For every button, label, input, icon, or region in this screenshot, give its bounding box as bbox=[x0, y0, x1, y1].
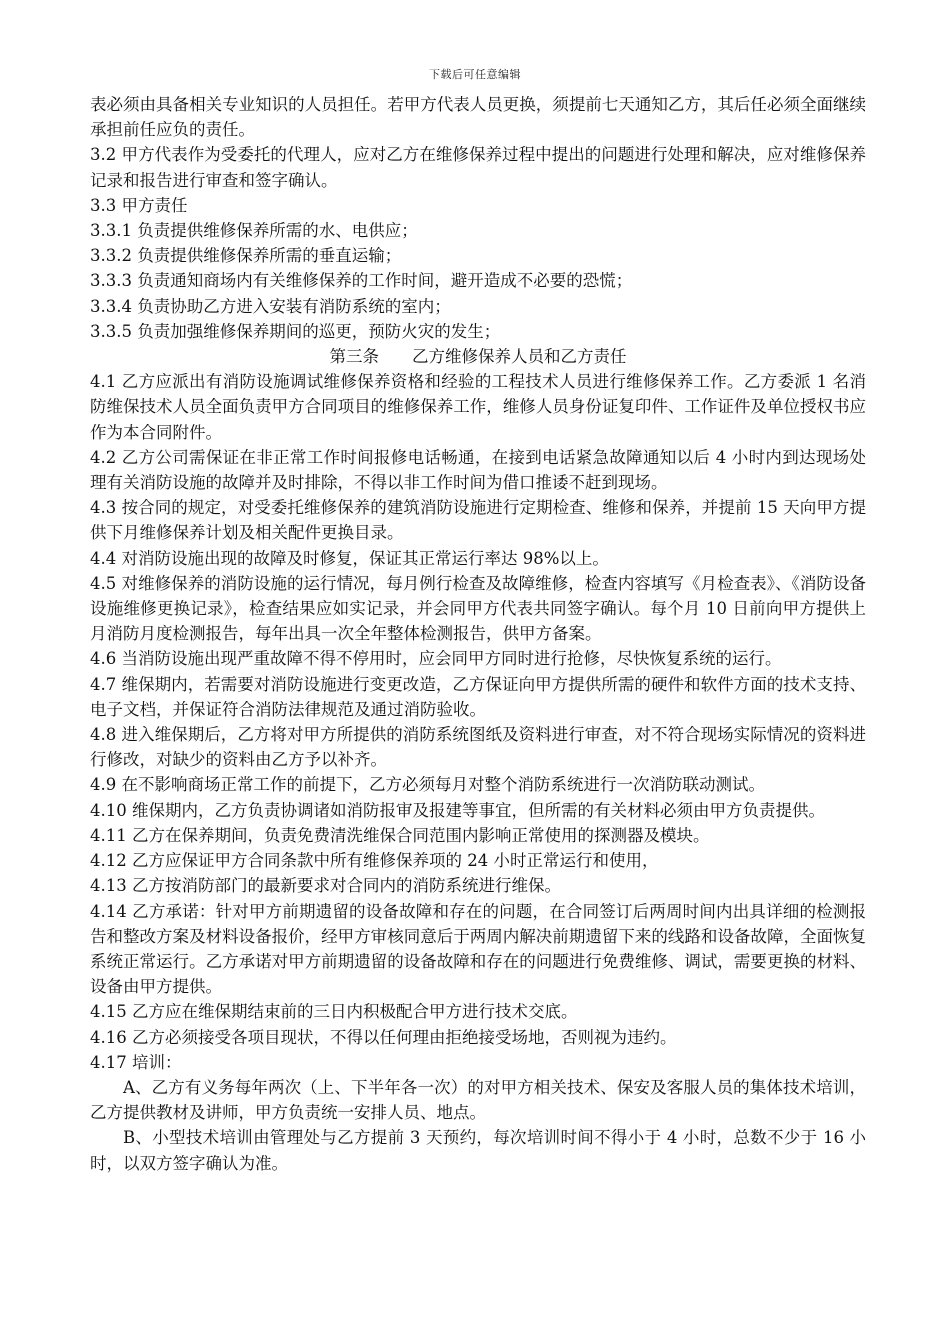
paragraph: 4.14 乙方承诺：针对甲方前期遗留的设备故障和存在的问题，在合同签订后两周时间内出具详细的检测报告和整改方案及材料设备报价，经甲方审核同意后于两周内解决前期遗留下来的线路和设备故障，全面恢复系统正常运行。乙方承诺对甲方前期遗留的设备故障和存在的问题进行免费维修、调试，需要更换的材料、设备由甲方提供。 bbox=[90, 901, 866, 997]
paragraph: 3.3.5 负责加强维修保养期间的巡更，预防火灾的发生； bbox=[90, 321, 501, 341]
paragraph: 4.5 对维修保养的消防设施的运行情况，每月例行检查及故障维修，检查内容填写《月检查表》、《消防设备设施维修更换记录》，检查结果应如实记录，并会同甲方代表共同签字确认。每个月 10 日前向甲方提供上月消防月度检测报告，每年出具一次全年整体检测报告，供甲方备案。 bbox=[90, 573, 866, 644]
paragraph: 4.4 对消防设施出现的故障及时修复，保证其正常运行率达 98%以上。 bbox=[90, 548, 609, 568]
paragraph: 4.3 按合同的规定，对受委托维修保养的建筑消防设施进行定期检查、维修和保养，并提前 15 天向甲方提供下月维修保养计划及相关配件更换目录。 bbox=[90, 498, 866, 543]
document-body bbox=[90, 92, 866, 1176]
paragraph: 4.9 在不影响商场正常工作的前提下，乙方必须每月对整个消防系统进行一次消防联动测试。 bbox=[90, 775, 765, 795]
paragraph: 4.12 乙方应保证甲方合同条款中所有维修保养项的 24 小时正常运行和使用， bbox=[90, 851, 659, 871]
paragraph: 4.15 乙方应在维保期结束前的三日内积极配合甲方进行技术交底。 bbox=[90, 1002, 578, 1022]
paragraph: 4.16 乙方必须接受各项目现状，不得以任何理由拒绝接受场地，否则视为违约。 bbox=[90, 1027, 677, 1047]
paragraph: 3.3.3 负责通知商场内有关维修保养的工作时间，避开造成不必要的恐慌； bbox=[90, 271, 633, 291]
paragraph: 4.1 乙方应派出有消防设施调试维修保养资格和经验的工程技术人员进行维修保养工作。乙方委派 1 名消防维保技术人员全面负责甲方合同项目的维修保养工作，维修人员身份证复印件、工作证件及单位授权书应作为本合同附件。 bbox=[90, 372, 866, 442]
paragraph: 4.7 维保期内，若需要对消防设施进行变更改造，乙方保证向甲方提供所需的硬件和软件方面的技术支持、电子文档，并保证符合消防法律规范及通过消防验收。 bbox=[90, 674, 866, 719]
page-header: 下载后可任意编辑 bbox=[429, 68, 521, 81]
paragraph: 3.2 甲方代表作为受委托的代理人，应对乙方在维修保养过程中提出的问题进行处理和解决，应对维修保养记录和报告进行审查和签字确认。 bbox=[90, 145, 866, 190]
paragraph: 3.3 甲方责任 bbox=[90, 195, 188, 215]
section-heading: 第三条 乙方维修保养人员和乙方责任 bbox=[329, 347, 627, 367]
paragraph: A、乙方有义务每年两次（上、下半年各一次）的对甲方相关技术、保安及客服人员的集体技术培训，乙方提供教材及讲师，甲方负责统一安排人员、地点。 bbox=[90, 1077, 866, 1123]
paragraph: 3.3.4 负责协助乙方进入安装有消防系统的室内； bbox=[90, 296, 451, 316]
paragraph: 4.6 当消防设施出现严重故障不得不停用时，应会同甲方同时进行抢修，尽快恢复系统的运行。 bbox=[90, 649, 782, 669]
paragraph: 4.11 乙方在保养期间，负责免费清洗维保合同范围内影响正常使用的探测器及模块。 bbox=[90, 825, 710, 845]
paragraph: 3.3.2 负责提供维修保养所需的垂直运输； bbox=[90, 246, 402, 266]
paragraph: 4.10 维保期内，乙方负责协调诸如消防报审及报建等事宜，但所需的有关材料必须由甲方负责提供。 bbox=[90, 800, 825, 820]
paragraph: 4.2 乙方公司需保证在非正常工作时间报修电话畅通，在接到电话紧急故障通知以后 4 小时内到达现场处理有关消防设施的故障并及时排除，不得以非工作时间为借口推诿不赶到现场。 bbox=[90, 447, 866, 493]
paragraph: 表必须由具备相关专业知识的人员担任。若甲方代表人员更换，须提前七天通知乙方，其后任必须全面继续承担前任应负的责任。 bbox=[90, 95, 866, 140]
paragraph: 4.13 乙方按消防部门的最新要求对合同内的消防系统进行维保。 bbox=[90, 876, 561, 896]
paragraph: 4.17 培训： bbox=[90, 1052, 182, 1072]
paragraph: 3.3.1 负责提供维修保养所需的水、电供应； bbox=[90, 221, 418, 241]
paragraph: 4.8 进入维保期后，乙方将对甲方所提供的消防系统图纸及资料进行审查，对不符合现场实际情况的资料进行修改，对缺少的资料由乙方予以补齐。 bbox=[90, 725, 866, 770]
paragraph: B、小型技术培训由管理处与乙方提前 3 天预约，每次培训时间不得小于 4 小时，总数不少于 16 小时，以双方签字确认为准。 bbox=[90, 1128, 866, 1173]
